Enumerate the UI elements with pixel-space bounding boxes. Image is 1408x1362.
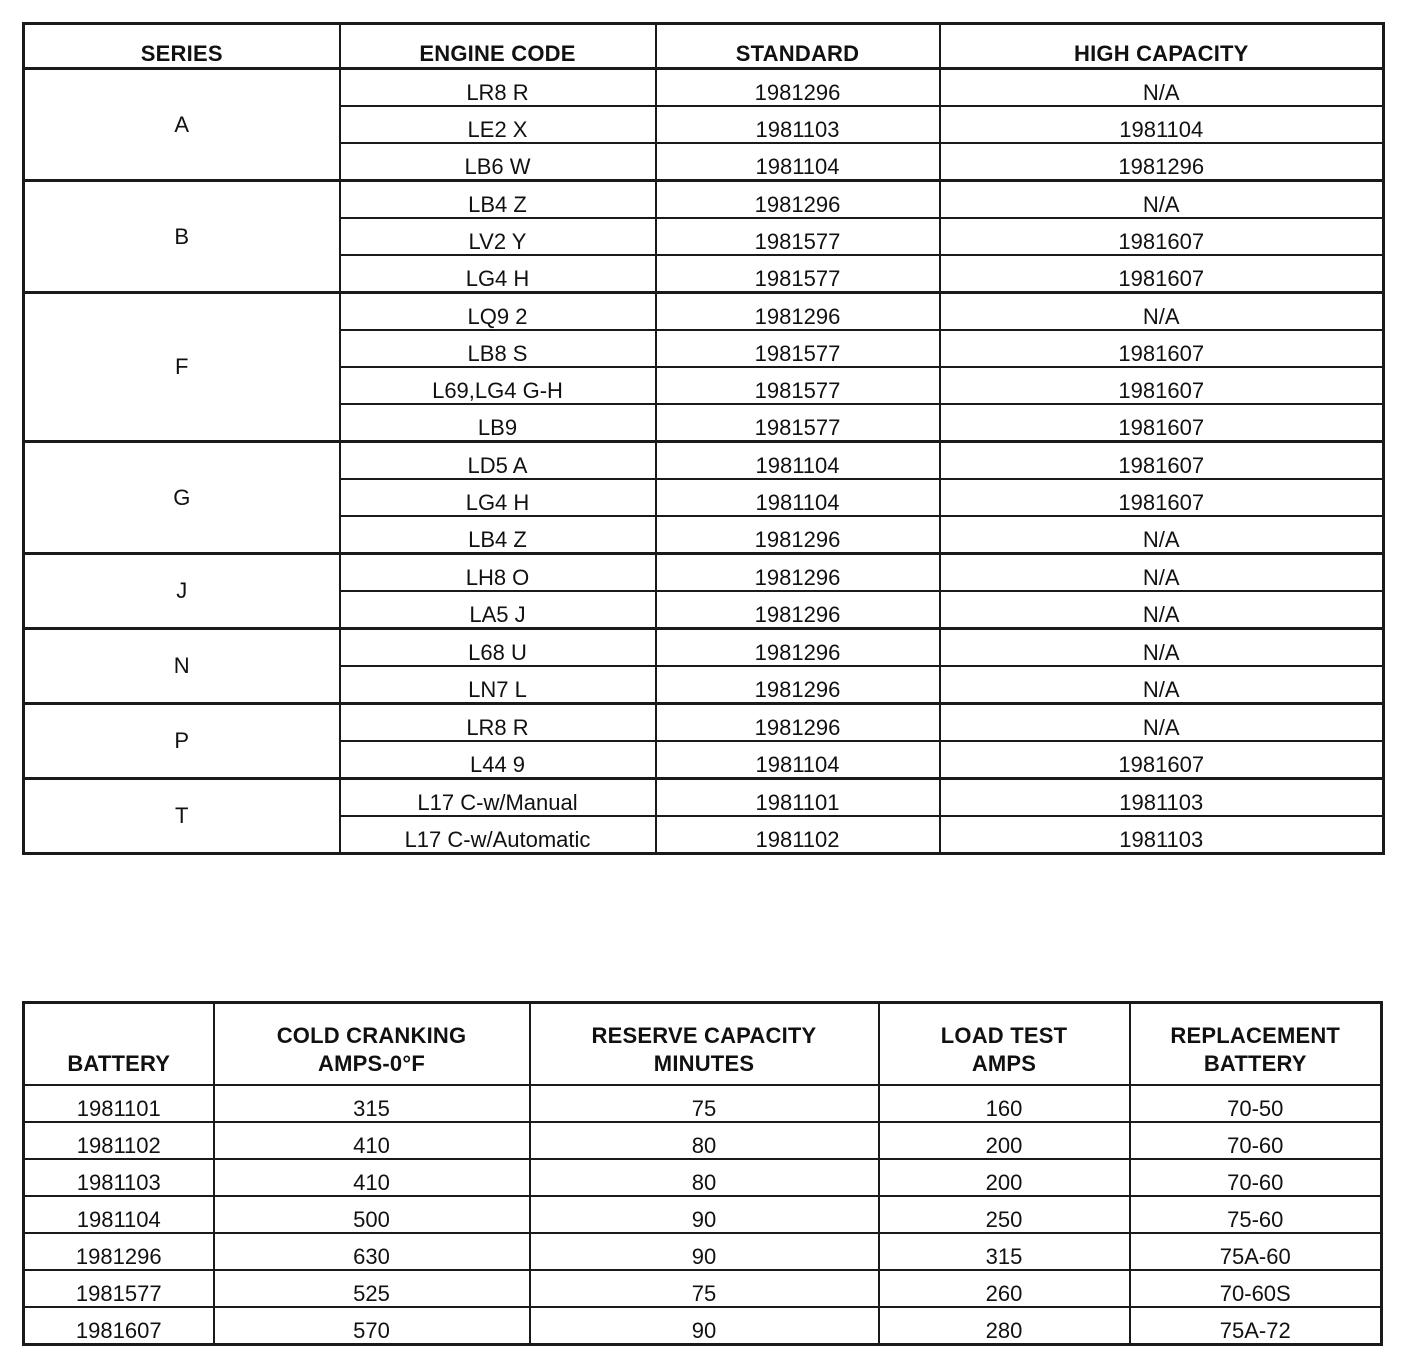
high-capacity-cell: N/A xyxy=(940,516,1384,554)
replacement-battery-cell: 70-60 xyxy=(1130,1159,1382,1196)
high-capacity-cell: N/A xyxy=(940,629,1384,667)
engine-code-cell: LB4 Z xyxy=(340,181,656,219)
standard-cell: 1981296 xyxy=(656,629,940,667)
standard-header: STANDARD xyxy=(656,24,940,69)
cca-cell: 500 xyxy=(214,1196,530,1233)
replacement-battery-cell: 75A-60 xyxy=(1130,1233,1382,1270)
battery-table-row xyxy=(24,1233,1382,1270)
reserve-capacity-cell: 80 xyxy=(530,1122,879,1159)
series-cell: F xyxy=(24,293,340,442)
cca-cell: 570 xyxy=(214,1307,530,1345)
battery-table-row xyxy=(24,1196,1382,1233)
high-capacity-cell: 1981607 xyxy=(940,330,1384,367)
standard-cell: 1981296 xyxy=(656,666,940,704)
engine-table-row xyxy=(24,293,1384,331)
high-capacity-cell: N/A xyxy=(940,293,1384,331)
load-test-cell: 250 xyxy=(879,1196,1130,1233)
engine-code-cell: L17 C-w/Manual xyxy=(340,779,656,817)
battery-table-row xyxy=(24,1122,1382,1159)
high-capacity-header: HIGH CAPACITY xyxy=(940,24,1384,69)
high-capacity-cell: 1981607 xyxy=(940,255,1384,293)
replacement-battery-cell: 70-60 xyxy=(1130,1122,1382,1159)
replacement-battery-cell: 75-60 xyxy=(1130,1196,1382,1233)
engine-code-cell: L17 C-w/Automatic xyxy=(340,816,656,854)
high-capacity-cell: 1981607 xyxy=(940,442,1384,480)
battery-spec-table xyxy=(22,1001,1383,1346)
battery-cell: 1981104 xyxy=(24,1196,214,1233)
standard-cell: 1981296 xyxy=(656,181,940,219)
engine-table-row xyxy=(24,779,1384,817)
standard-cell: 1981577 xyxy=(656,255,940,293)
engine-code-cell: L69,LG4 G-H xyxy=(340,367,656,404)
battery-cell: 1981102 xyxy=(24,1122,214,1159)
high-capacity-cell: 1981104 xyxy=(940,106,1384,143)
high-capacity-cell: 1981296 xyxy=(940,143,1384,181)
reserve-capacity-cell: 75 xyxy=(530,1270,879,1307)
battery-table-body xyxy=(24,1085,1382,1345)
high-capacity-cell: 1981103 xyxy=(940,779,1384,817)
engine-code-cell: LN7 L xyxy=(340,666,656,704)
battery-table-row xyxy=(24,1085,1382,1122)
standard-cell: 1981296 xyxy=(656,293,940,331)
load-test-cell: 280 xyxy=(879,1307,1130,1345)
engine-code-cell: LH8 O xyxy=(340,554,656,592)
reserve-header xyxy=(530,1003,879,1086)
series-cell: J xyxy=(24,554,340,629)
cca-header-line1: COLD CRANKING xyxy=(276,1023,467,1048)
battery-header-label: BATTERY xyxy=(67,1051,171,1076)
reserve-capacity-cell: 75 xyxy=(530,1085,879,1122)
engine-code-cell: LB6 W xyxy=(340,143,656,181)
engine-table-row xyxy=(24,704,1384,742)
cca-cell: 525 xyxy=(214,1270,530,1307)
series-cell: A xyxy=(24,69,340,181)
replacement-header-line2: BATTERY xyxy=(1203,1051,1307,1076)
load-test-cell: 200 xyxy=(879,1159,1130,1196)
series-header: SERIES xyxy=(24,24,340,69)
engine-code-cell: LR8 R xyxy=(340,69,656,107)
standard-cell: 1981296 xyxy=(656,554,940,592)
load-test-cell: 200 xyxy=(879,1122,1130,1159)
engine-table-row xyxy=(24,181,1384,219)
reserve-header-line2: MINUTES xyxy=(653,1051,755,1076)
series-cell: G xyxy=(24,442,340,554)
battery-cell: 1981577 xyxy=(24,1270,214,1307)
high-capacity-cell: 1981607 xyxy=(940,479,1384,516)
load-test-header xyxy=(879,1003,1130,1086)
standard-cell: 1981102 xyxy=(656,816,940,854)
engine-table-row xyxy=(24,629,1384,667)
high-capacity-cell: N/A xyxy=(940,591,1384,629)
load-test-header-line2: AMPS xyxy=(971,1051,1037,1076)
standard-cell: 1981104 xyxy=(656,741,940,779)
standard-cell: 1981104 xyxy=(656,143,940,181)
series-cell: T xyxy=(24,779,340,854)
engine-table-body xyxy=(24,69,1384,854)
engine-table-row xyxy=(24,69,1384,107)
battery-table-header-row xyxy=(24,1003,1382,1086)
series-cell: B xyxy=(24,181,340,293)
high-capacity-cell: 1981607 xyxy=(940,367,1384,404)
standard-cell: 1981296 xyxy=(656,704,940,742)
replacement-header-line1: REPLACEMENT xyxy=(1170,1023,1341,1048)
cca-cell: 630 xyxy=(214,1233,530,1270)
engine-table-header-row xyxy=(24,24,1384,69)
reserve-capacity-cell: 80 xyxy=(530,1159,879,1196)
high-capacity-cell: N/A xyxy=(940,704,1384,742)
reserve-capacity-cell: 90 xyxy=(530,1307,879,1345)
load-test-cell: 260 xyxy=(879,1270,1130,1307)
standard-cell: 1981296 xyxy=(656,516,940,554)
replacement-header xyxy=(1130,1003,1382,1086)
high-capacity-cell: N/A xyxy=(940,181,1384,219)
cca-cell: 410 xyxy=(214,1159,530,1196)
high-capacity-cell: 1981103 xyxy=(940,816,1384,854)
series-cell: P xyxy=(24,704,340,779)
series-cell: N xyxy=(24,629,340,704)
load-test-cell: 315 xyxy=(879,1233,1130,1270)
cca-header xyxy=(214,1003,530,1086)
battery-table-row xyxy=(24,1307,1382,1345)
reserve-capacity-cell: 90 xyxy=(530,1233,879,1270)
standard-cell: 1981296 xyxy=(656,591,940,629)
high-capacity-cell: N/A xyxy=(940,554,1384,592)
engine-code-cell: LR8 R xyxy=(340,704,656,742)
battery-cell: 1981296 xyxy=(24,1233,214,1270)
high-capacity-cell: N/A xyxy=(940,69,1384,107)
battery-cell: 1981103 xyxy=(24,1159,214,1196)
high-capacity-cell: N/A xyxy=(940,666,1384,704)
cca-cell: 410 xyxy=(214,1122,530,1159)
battery-table-row xyxy=(24,1270,1382,1307)
engine-code-cell: LA5 J xyxy=(340,591,656,629)
standard-cell: 1981577 xyxy=(656,218,940,255)
standard-cell: 1981104 xyxy=(656,442,940,480)
engine-code-cell: LB9 xyxy=(340,404,656,442)
standard-cell: 1981101 xyxy=(656,779,940,817)
engine-code-cell: LD5 A xyxy=(340,442,656,480)
cca-header-line2: AMPS-0°F xyxy=(318,1051,425,1076)
engine-code-cell: LG4 H xyxy=(340,479,656,516)
load-test-cell: 160 xyxy=(879,1085,1130,1122)
engine-battery-table xyxy=(22,22,1385,855)
reserve-capacity-cell: 90 xyxy=(530,1196,879,1233)
engine-code-cell: L68 U xyxy=(340,629,656,667)
standard-cell: 1981104 xyxy=(656,479,940,516)
high-capacity-cell: 1981607 xyxy=(940,218,1384,255)
standard-cell: 1981103 xyxy=(656,106,940,143)
engine-code-cell: L44 9 xyxy=(340,741,656,779)
battery-table-row xyxy=(24,1159,1382,1196)
reserve-header-line1: RESERVE CAPACITY xyxy=(591,1023,817,1048)
high-capacity-cell: 1981607 xyxy=(940,741,1384,779)
standard-cell: 1981577 xyxy=(656,367,940,404)
engine-table-row xyxy=(24,554,1384,592)
engine-table-row xyxy=(24,442,1384,480)
engine-code-cell: LE2 X xyxy=(340,106,656,143)
standard-cell: 1981296 xyxy=(656,69,940,107)
replacement-battery-cell: 75A-72 xyxy=(1130,1307,1382,1345)
engine-code-cell: LV2 Y xyxy=(340,218,656,255)
high-capacity-cell: 1981607 xyxy=(940,404,1384,442)
standard-cell: 1981577 xyxy=(656,330,940,367)
engine-code-cell: LB4 Z xyxy=(340,516,656,554)
engine-code-header: ENGINE CODE xyxy=(340,24,656,69)
cca-cell: 315 xyxy=(214,1085,530,1122)
engine-code-cell: LQ9 2 xyxy=(340,293,656,331)
engine-code-cell: LB8 S xyxy=(340,330,656,367)
battery-cell: 1981607 xyxy=(24,1307,214,1345)
load-test-header-line1: LOAD TEST xyxy=(940,1023,1068,1048)
battery-cell: 1981101 xyxy=(24,1085,214,1122)
replacement-battery-cell: 70-60S xyxy=(1130,1270,1382,1307)
standard-cell: 1981577 xyxy=(656,404,940,442)
battery-header xyxy=(24,1003,214,1086)
replacement-battery-cell: 70-50 xyxy=(1130,1085,1382,1122)
engine-code-cell: LG4 H xyxy=(340,255,656,293)
